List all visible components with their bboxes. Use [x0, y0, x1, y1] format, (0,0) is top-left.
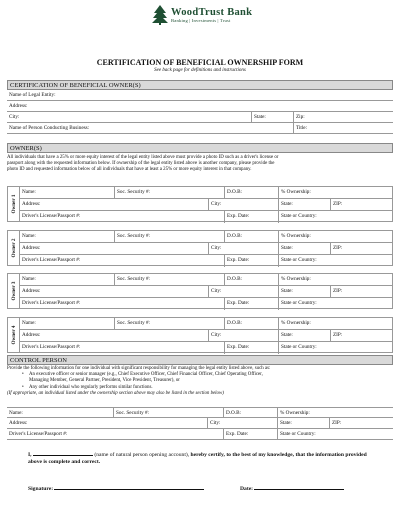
- owner-state-country-label[interactable]: State or Country:: [278, 342, 317, 354]
- control-person-bullet-cont: Managing Member, General Partner, President, Vice President, Treasurer), or: [29, 378, 180, 384]
- owner-city-label[interactable]: City:: [208, 199, 221, 210]
- signature-field[interactable]: [54, 485, 204, 490]
- owner-license-label[interactable]: Driver's License/Passport #:: [22, 300, 81, 306]
- owners-instructions-line: passport along with the requested information below. If ownership of the legal entity listed above is another company, please provide the: [7, 161, 275, 167]
- cp-state-country-label[interactable]: State or Country:: [277, 429, 316, 439]
- owner-exp-date-label[interactable]: Exp. Date:: [224, 211, 249, 223]
- owner-city-label[interactable]: City:: [208, 243, 221, 254]
- control-person-instructions: [7, 366, 393, 397]
- owner-ownership-label[interactable]: % Ownership:: [278, 274, 311, 285]
- owner-label: [8, 274, 20, 308]
- owner-exp-date-label[interactable]: Exp. Date:: [224, 342, 249, 354]
- control-person-intro: Provide the following information for one individual with significant responsibility for managing the legal entity listed above, such as:: [7, 366, 271, 371]
- form-subtitle: See back page for definitions and instructions: [154, 68, 246, 73]
- owner-state-country-label[interactable]: State or Country:: [278, 211, 317, 223]
- cp-state-label[interactable]: State:: [277, 418, 292, 428]
- legal-entity-name-label: Name of Legal Entity:: [9, 92, 56, 98]
- owner-license-row: [20, 342, 392, 354]
- form-title: CERTIFICATION OF BENEFICIAL OWNERSHIP FORM: [96, 58, 304, 67]
- owner-block: [7, 230, 393, 266]
- owner-state-country-label[interactable]: State or Country:: [278, 255, 317, 267]
- owner-license-label[interactable]: Driver's License/Passport #:: [22, 344, 81, 350]
- entity-zip-label[interactable]: Zip:: [293, 112, 305, 122]
- control-person-name-row: [7, 407, 393, 418]
- cert-mid: (name of natural person opening account),: [94, 452, 190, 458]
- entity-city-label[interactable]: City:: [9, 114, 20, 120]
- owner-ownership-label[interactable]: % Ownership:: [278, 187, 311, 198]
- cert-bold: hereby certify, to the best of my knowledge, that the information provided above is complete and correct.: [28, 452, 367, 465]
- owner-address-label[interactable]: Address:: [22, 201, 41, 207]
- cp-dob-label[interactable]: D.O.B:: [223, 408, 241, 417]
- owner-state-label[interactable]: State:: [278, 330, 293, 341]
- control-person-license-row: [7, 429, 393, 440]
- brand-tagline: Banking | Investments | Trust: [171, 17, 231, 23]
- owner-dob-label[interactable]: D.O.B:: [224, 318, 242, 329]
- owner-ssn-label[interactable]: Soc. Security #:: [114, 274, 150, 285]
- owner-address-label[interactable]: Address:: [22, 288, 41, 294]
- owner-name-row: [20, 274, 392, 286]
- entity-address-label: Address:: [9, 103, 28, 109]
- natural-person-name-field[interactable]: [33, 451, 93, 456]
- date-field[interactable]: [254, 485, 344, 490]
- person-conducting-label[interactable]: Name of Person Conducting Business:: [9, 125, 90, 131]
- person-title-label[interactable]: Title:: [293, 123, 307, 133]
- certification-section-heading: CERTIFICATION OF BENEFICIAL OWNER(S): [7, 80, 393, 90]
- entity-address-row[interactable]: [7, 101, 393, 112]
- owners-instructions: [7, 155, 393, 174]
- owner-zip-label[interactable]: ZIP:: [330, 199, 342, 210]
- owner-exp-date-label[interactable]: Exp. Date:: [224, 255, 249, 267]
- owner-label: [8, 318, 20, 352]
- cp-exp-date-label[interactable]: Exp. Date:: [223, 429, 248, 439]
- owner-name-row: [20, 231, 392, 243]
- owner-ssn-label[interactable]: Soc. Security #:: [114, 231, 150, 242]
- owner-ownership-label[interactable]: % Ownership:: [278, 318, 311, 329]
- owner-ownership-label[interactable]: % Ownership:: [278, 231, 311, 242]
- tree-icon: [152, 5, 168, 25]
- control-person-bullet: • An executive officer or senior manager (e.g., Chief Executive Officer, Chief Financial Officer, Chief Operating Officer,: [7, 372, 393, 378]
- owner-address-row: [20, 243, 392, 255]
- owner-state-label[interactable]: State:: [278, 199, 293, 210]
- owner-address-label[interactable]: Address:: [22, 245, 41, 251]
- owner-label-text: Owner 1: [10, 194, 17, 214]
- cp-ssn-label[interactable]: Soc. Security #:: [113, 408, 149, 417]
- signature-block: [28, 485, 204, 492]
- owner-dob-label[interactable]: D.O.B:: [224, 231, 242, 242]
- owner-zip-label[interactable]: ZIP:: [330, 243, 342, 254]
- owner-address-row: [20, 330, 392, 342]
- owner-license-row: [20, 211, 392, 223]
- owner-block: [7, 186, 393, 222]
- cp-ownership-label[interactable]: % Ownership:: [277, 408, 310, 417]
- owner-address-label[interactable]: Address:: [22, 332, 41, 338]
- owners-instructions-line: photo ID and requested information below of all individuals that have at least a 25% or more equity interest in that company.: [7, 167, 252, 173]
- brand-name: WoodTrust Bank: [171, 6, 253, 18]
- date-label: Date:: [240, 486, 254, 492]
- owner-dob-label[interactable]: D.O.B:: [224, 187, 242, 198]
- owner-license-label[interactable]: Driver's License/Passport #:: [22, 213, 81, 219]
- owner-dob-label[interactable]: D.O.B:: [224, 274, 242, 285]
- date-block: [240, 485, 344, 492]
- entity-state-label[interactable]: State:: [251, 112, 266, 122]
- owner-name-row: [20, 187, 392, 199]
- owner-state-country-label[interactable]: State or Country:: [278, 298, 317, 310]
- owner-address-row: [20, 286, 392, 298]
- owner-name-label[interactable]: Name:: [22, 233, 36, 239]
- owner-zip-label[interactable]: ZIP:: [330, 330, 342, 341]
- owner-label: [8, 187, 20, 221]
- owner-label-text: Owner 2: [10, 238, 17, 258]
- entity-city-row: [7, 112, 393, 123]
- owner-state-label[interactable]: State:: [278, 243, 293, 254]
- cp-zip-label[interactable]: ZIP:: [329, 418, 341, 428]
- control-person-heading: CONTROL PERSON: [7, 355, 393, 365]
- control-person-note: (If appropriate, an individual listed under the ownership section above may also be listed in the section below): [7, 390, 224, 396]
- owner-name-row: [20, 318, 392, 330]
- owner-exp-date-label[interactable]: Exp. Date:: [224, 298, 249, 310]
- owner-label-text: Owner 4: [10, 325, 17, 345]
- legal-entity-name-row[interactable]: [7, 90, 393, 101]
- cert-prefix: I,: [28, 452, 32, 458]
- owner-name-label[interactable]: Name:: [22, 320, 36, 326]
- certification-statement: [28, 451, 378, 466]
- owner-ssn-label[interactable]: Soc. Security #:: [114, 318, 150, 329]
- control-person-bullet: • Any other individual who regularly performs similar functions.: [7, 385, 393, 391]
- owner-ssn-label[interactable]: Soc. Security #:: [114, 187, 150, 198]
- owner-zip-label[interactable]: ZIP:: [330, 286, 342, 297]
- owners-section-heading: OWNER(S): [7, 143, 393, 153]
- owner-address-row: [20, 199, 392, 211]
- owner-state-label[interactable]: State:: [278, 286, 293, 297]
- cp-license-label[interactable]: Driver's License/Passport #:: [9, 431, 68, 437]
- owner-license-row: [20, 298, 392, 310]
- owner-name-label[interactable]: Name:: [22, 189, 36, 195]
- owner-license-row: [20, 255, 392, 267]
- owner-label-text: Owner 3: [10, 281, 17, 301]
- owner-city-label[interactable]: City:: [208, 330, 221, 341]
- signature-label: Signature:: [28, 486, 54, 492]
- owner-city-label[interactable]: City:: [208, 286, 221, 297]
- cp-address-label[interactable]: Address:: [9, 420, 28, 426]
- owner-label: [8, 231, 20, 265]
- cp-city-label[interactable]: City:: [207, 418, 220, 428]
- bank-logo: [152, 4, 252, 26]
- owners-instructions-line: All individuals that have a 25% or more equity interest of the legal entity listed above must provide a photo ID such as a driver's license or: [7, 155, 279, 160]
- owner-license-label[interactable]: Driver's License/Passport #:: [22, 257, 81, 263]
- owner-block: [7, 273, 393, 309]
- person-conducting-row: [7, 123, 393, 134]
- owner-block: [7, 317, 393, 353]
- owner-name-label[interactable]: Name:: [22, 276, 36, 282]
- cp-name-label[interactable]: Name:: [9, 410, 23, 416]
- control-person-address-row: [7, 418, 393, 429]
